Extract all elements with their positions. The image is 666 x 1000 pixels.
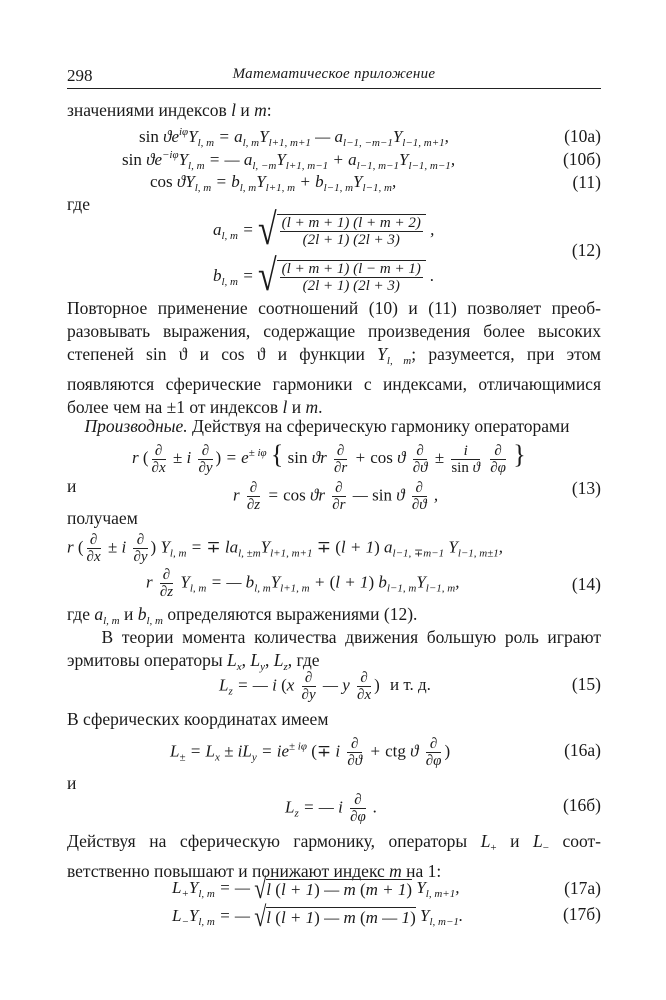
running-title: Математическое приложение (232, 66, 436, 82)
equation-12b: $b_{l, m}$ = √ $\frac{(l + m + 1) (l - m + 1)}{(2l + 1) (2l + 3)}$ . (213, 252, 435, 301)
equation-number-10a: (10а) (564, 126, 601, 146)
where-label-1: где (67, 194, 90, 214)
equation-number-10b: (10б) (562, 149, 601, 169)
equation-12a: $a_{l, m}$ = √ $\frac{(l + m + 1) (l + m + 2)}{(2l + 1) (2l + 3)}$ , (213, 206, 435, 255)
equation-number-14: (14) (571, 574, 601, 594)
get-label: получаем (67, 508, 138, 528)
equation-13: r $\frac{\partial}{\partial z}$ = cos ϑr $\frac{\partial}{\partial r}$ — sin ϑ $\frac{\partial}{\partial ϑ}$ , (233, 480, 439, 513)
equation-17a: $L_+Y_{l, m}$ = — √l (l + 1) — m (m + 1) $Y_{l, m+1}$, (172, 872, 460, 905)
paragraph-line: разовывать выражения, содержащие произведения более высоких (67, 321, 601, 341)
page-header (67, 66, 601, 89)
paragraph-line (67, 415, 601, 438)
paragraph-line: появляются сферические гармоники с индексами, отличающимися (67, 374, 601, 394)
equation-15: $L_z$ = — i (x $\frac{\partial}{\partial y}$ — y $\frac{\partial}{\partial x}$ ) и т. д. (219, 670, 431, 703)
equation-14b: r $\frac{\partial}{\partial z}$ $Y_{l, m}$ = — $b_{l, m}Y_{l+1, m} + (l + 1)$ $b_{l-1, m}Y_{l-1, m}$, (146, 567, 460, 600)
paragraph-line: Действуя на сферическую гармонику, операторы $L_+$ и $L_-$ соот- (67, 831, 602, 854)
equation-number-15: (15) (571, 674, 601, 694)
derivatives-heading: Производные. (84, 416, 188, 436)
equation-number-13: (13) (571, 478, 601, 498)
paragraph-line: Повторное применение соотношений (10) и (11) позволяет преоб- (67, 298, 601, 318)
and-label-2: и (67, 773, 77, 793)
equation-number-16a: (16а) (564, 740, 601, 760)
equation-10a: $\sin ϑe^{i\varphi}Y_{l, m} = a_{l, m}Y_{l+1, m+1}$ — $a_{l-1, -m-1}Y_{l-1, m+1}$, (139, 126, 449, 149)
spherical-coords-text: В сферических координатах имеем (67, 709, 329, 729)
equation-number-16b: (16б) (562, 795, 601, 815)
equation-11: $\cos ϑY_{l, m} = b_{l, m}Y_{l+1, m} + b_{l-1, m}Y_{l-1, m}$, (150, 172, 397, 194)
equation-number-17a: (17а) (564, 878, 601, 898)
equation-number-12: (12) (571, 240, 601, 260)
paragraph-repeated-application (67, 297, 601, 419)
paragraph-line: более чем на ±1 от индексов l и m. (67, 397, 323, 417)
paragraph-line: В теории момента количества движения большую роль играют (67, 627, 601, 647)
where-label-2: где $a_{l, m}$ и $b_{l, m}$ определяются выражениями (12). (67, 604, 418, 627)
equation-17b: $L_-Y_{l, m}$ = — √l (l + 1) — m (m — 1) $Y_{l, m-1}$. (172, 900, 464, 933)
equation-number-17b: (17б) (562, 904, 601, 924)
equation-number-11: (11) (572, 172, 601, 192)
equation-16b: $L_z$ = — i $\frac{\partial}{\partial\varphi}$ . (285, 792, 378, 825)
derivatives-text: Действуя на сферическую гармонику операторами (192, 416, 570, 436)
and-label-1: и (67, 476, 77, 496)
equation-14a: r ( $\frac{\partial}{\partial x}$ ± i $\frac{\partial}{\partial y}$ ) $Y_{l, m}$ = ∓ $la_{l, \pm m}Y_{l+1, m+1} \mp (l + 1)$ $a_{l-1, \mp m-1}$ $Y_{l-1, m\pm 1}$, (67, 532, 504, 565)
paragraph-derivatives (67, 415, 601, 438)
equation-operators: r ( $\frac{\partial}{\partial x}$ ± i $\frac{\partial}{\partial y}$ ) = $e^{\pm i\varphi}$ { sin ϑr $\frac{\partial}{\partial r}$ + cos ϑ $\frac{\partial}{\partial ϑ}$ ± $\frac{i}{\text{sin ϑ}}$ $\frac{\partial}{\partial\varphi}$ } (132, 440, 526, 476)
intro-line: значениями индексов l и m: (67, 100, 272, 120)
paragraph-line: степеней sin ϑ и cos ϑ и функции $Y_{l, m}$; разумеется, при этом (67, 344, 601, 367)
page-number: 298 (67, 66, 93, 85)
equation-16a: $L_\pm = L_x \pm iL_y = ie^{\pm i\varphi}$ (∓ i $\frac{\partial}{\partial ϑ}$ + ctg ϑ $\frac{\partial}{\partial\varphi}$ ) (170, 736, 451, 769)
paragraph-line: эрмитовы операторы $L_x$, $L_y$, $L_z$, где (67, 650, 320, 673)
etc-label: и т. д. (390, 675, 431, 695)
equation-10b: $\sin ϑe^{-i\varphi}Y_{l, m}$ = — $a_{l, -m}Y_{l+1, m-1} + a_{l-1, m-1}Y_{l-1, m-1}$, (122, 149, 456, 172)
paragraph-line: ветственно повышают и понижают индекс m на 1: (67, 861, 442, 881)
